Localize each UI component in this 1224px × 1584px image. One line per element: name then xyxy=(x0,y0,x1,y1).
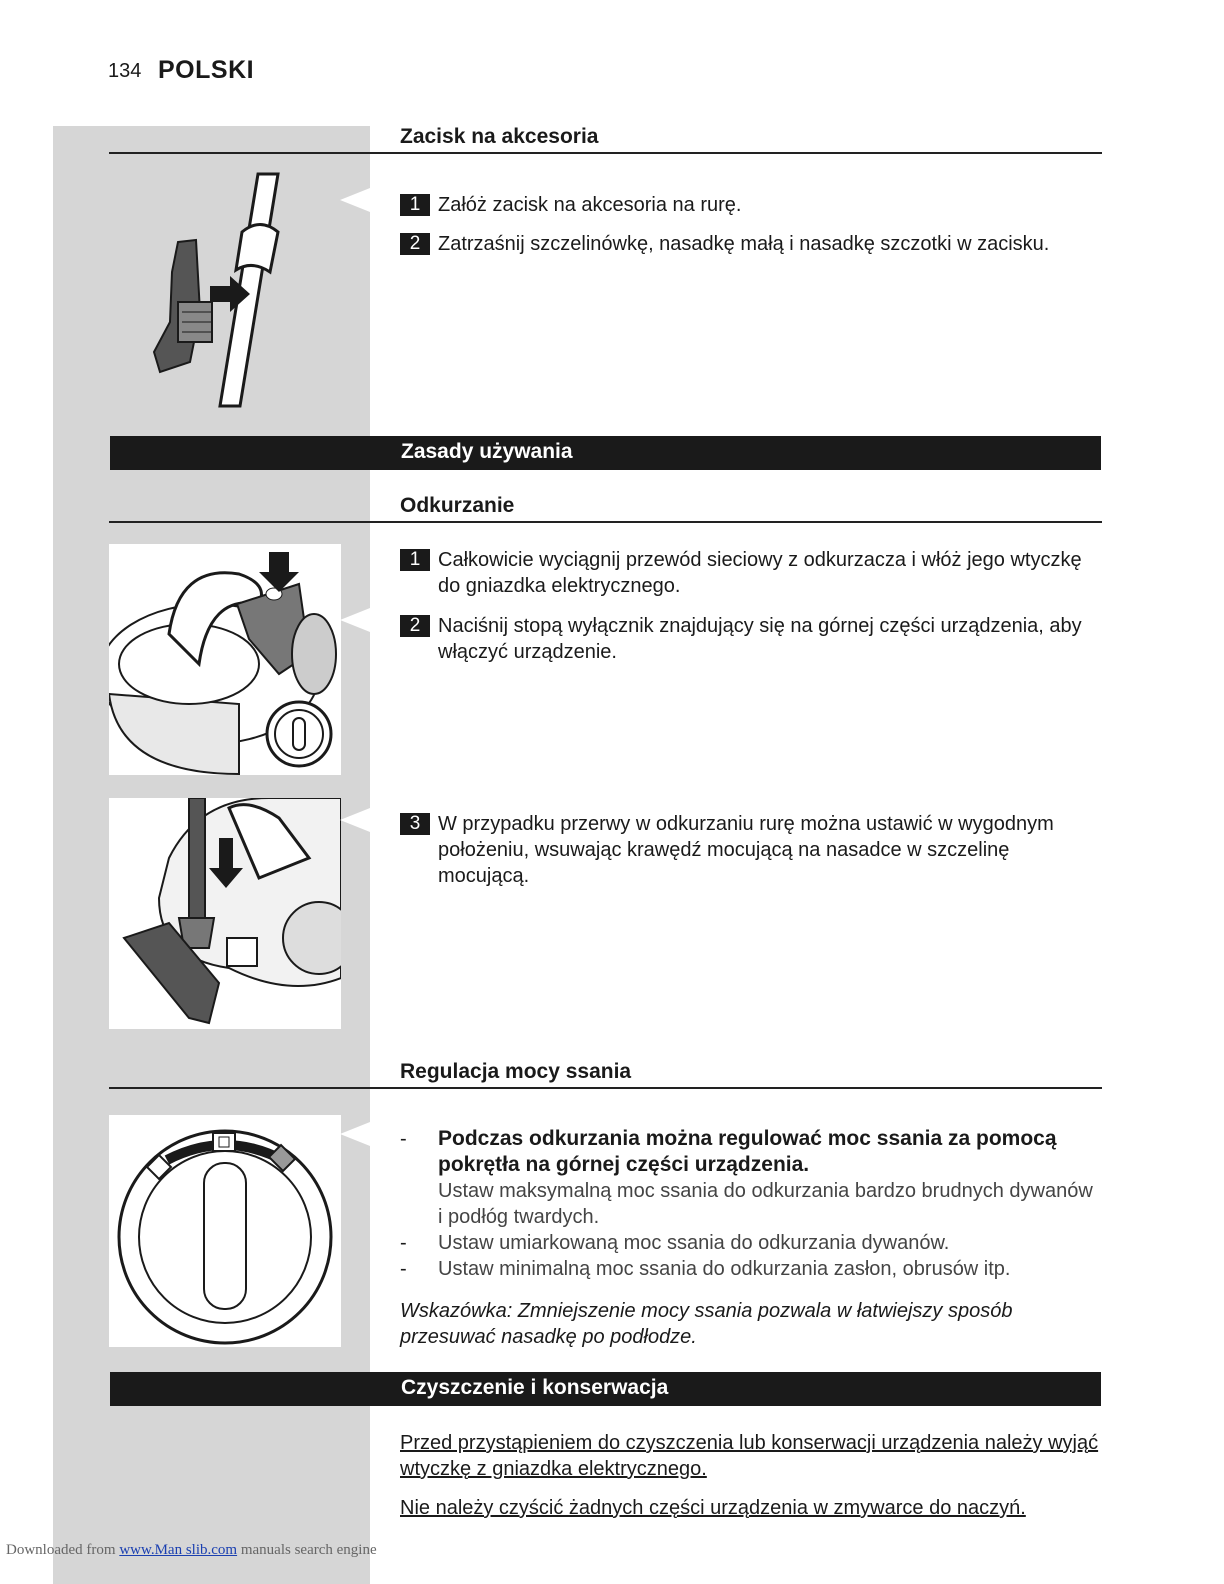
bullet-dash: - xyxy=(400,1128,407,1150)
section-title-suction: Regulacja mocy ssania xyxy=(400,1060,632,1083)
figure-pointer xyxy=(340,1122,370,1146)
section-rule xyxy=(109,152,1102,154)
section-bar-title: Zasady używania xyxy=(401,440,573,463)
section-rule xyxy=(109,521,1102,523)
suction-instructions xyxy=(400,1126,1100,1282)
tip-text: Wskazówka: Zmniejszenie mocy ssania pozwala w łatwiejszy sposób przesuwać nasadkę po podłodze. xyxy=(400,1300,1013,1348)
figure-pointer xyxy=(340,808,370,832)
cleaning-warning-1: Przed przystąpieniem do czyszczenia lub konserwacji urządzenia należy wyjąć wtyczkę z gniazdka elektrycznego. xyxy=(400,1432,1099,1480)
figure-accessory-clip xyxy=(130,172,330,408)
step-text: Załóż zacisk na akcesoria na rurę. xyxy=(438,194,742,216)
step-text: W przypadku przerwy w odkurzaniu rurę można ustawić w wygodnym położeniu, wsuwając krawędź mocującą na nasadce w szczelinę mocującą. xyxy=(438,813,1054,887)
figure-suction-dial xyxy=(109,1115,341,1347)
step-number: 2 xyxy=(400,615,430,637)
figure-pointer xyxy=(340,608,370,632)
step-number: 2 xyxy=(400,233,430,255)
figure-vacuum-switch xyxy=(109,544,341,775)
footer-link[interactable]: www.Man slib.com xyxy=(119,1542,238,1558)
step-number: 1 xyxy=(400,549,430,571)
section-bar-usage xyxy=(110,436,1101,470)
section-bar-title: Czyszczenie i konserwacja xyxy=(401,1376,669,1399)
figure-pointer xyxy=(340,188,370,212)
step-item xyxy=(400,192,1100,218)
cleaning-warning-2: Nie należy czyścić żadnych części urządzenia w zmywarce do naczyń. xyxy=(400,1497,1026,1519)
section-bar-cleaning xyxy=(110,1372,1101,1406)
step-item xyxy=(400,613,1100,665)
step-text: Zatrzaśnij szczelinówkę, nasadkę małą i nasadkę szczotki w zacisku. xyxy=(438,233,1050,255)
download-footer xyxy=(6,1542,377,1559)
bullet-item xyxy=(400,1256,1100,1282)
bullet-dash: - xyxy=(400,1258,407,1280)
step-text: Całkowicie wyciągnij przewód sieciowy z odkurzacza i włóż jego wtyczkę do gniazdka elektrycznego. xyxy=(438,549,1082,597)
step-text: Naciśnij stopą wyłącznik znajdujący się na górnej części urządzenia, aby włączyć urządzenie. xyxy=(438,615,1082,663)
page-number: 134 xyxy=(108,60,142,82)
section-title-accessory-clip: Zacisk na akcesoria xyxy=(400,125,599,148)
bullet-text: Ustaw maksymalną moc ssania do odkurzania bardzo brudnych dywanów i podłóg twardych. xyxy=(438,1180,1093,1228)
page-language-heading: POLSKI xyxy=(158,56,255,84)
bullet-dash: - xyxy=(400,1232,407,1254)
bullet-text: Ustaw minimalną moc ssania do odkurzania zasłon, obrusów itp. xyxy=(438,1258,1011,1280)
bullet-item xyxy=(400,1126,1100,1230)
section-title-vacuuming: Odkurzanie xyxy=(400,494,515,517)
step-item xyxy=(400,811,1100,889)
section-rule xyxy=(109,1087,1102,1089)
step-item xyxy=(400,547,1100,599)
bullet-bold-text: Podczas odkurzania można regulować moc ssania za pomocą pokrętła na górnej części urządzenia. xyxy=(438,1127,1057,1176)
bullet-text: Ustaw umiarkowaną moc ssania do odkurzania dywanów. xyxy=(438,1232,950,1254)
bullet-item xyxy=(400,1230,1100,1256)
step-item xyxy=(400,231,1100,257)
step-number: 1 xyxy=(400,194,430,216)
step-number: 3 xyxy=(400,813,430,835)
footer-suffix: manuals search engine xyxy=(240,1542,377,1558)
footer-prefix: Downloaded from xyxy=(6,1542,116,1558)
figure-vacuum-parking xyxy=(109,798,341,1029)
